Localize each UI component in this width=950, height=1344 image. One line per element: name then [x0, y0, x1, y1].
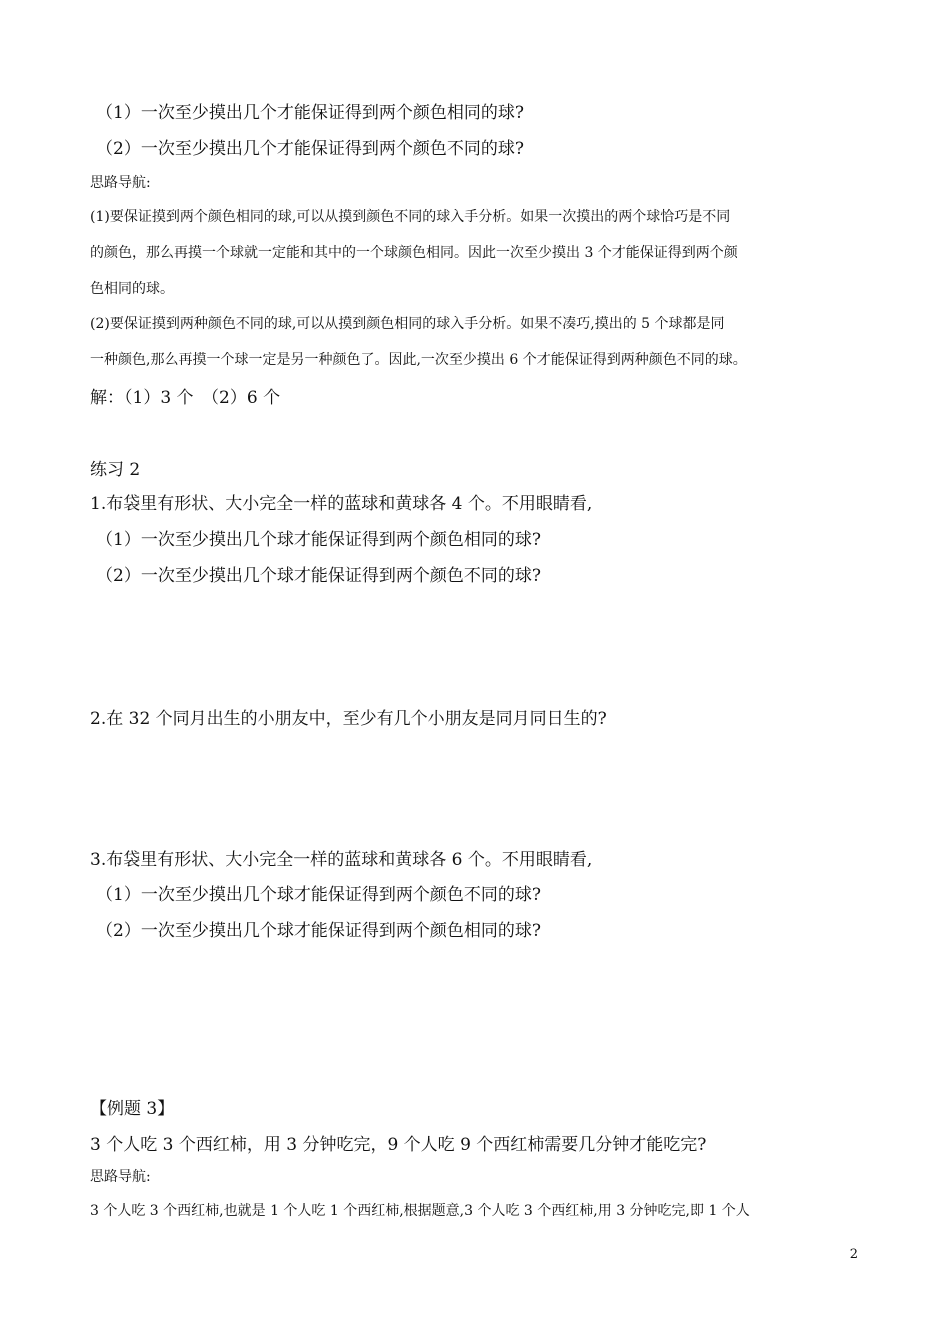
sec1-question-2: （2）一次至少摸出几个才能保证得到两个颜色不同的球?	[96, 139, 524, 159]
practice2-problem-1-q2: （2）一次至少摸出几个球才能保证得到两个颜色不同的球?	[96, 566, 541, 586]
sec1-hint2-line2: 一种颜色,那么再摸一个球一定是另一种颜色了。因此,一次至少摸出 6 个才能保证得到两种颜色不同的球。	[90, 352, 747, 368]
sec1-question-1: （1）一次至少摸出几个才能保证得到两个颜色相同的球?	[96, 103, 524, 123]
sec1-hint1-line3: 色相同的球。	[90, 281, 174, 297]
practice2-problem-2: 2.在 32 个同月出生的小朋友中，至少有几个小朋友是同月同日生的?	[90, 709, 607, 729]
sec1-hint1-line1: (1)要保证摸到两个颜色相同的球,可以从摸到颜色不同的球入手分析。如果一次摸出的两个球恰巧是不同	[90, 209, 731, 225]
example3-hint-line1: 3 个人吃 3 个西红柿,也就是 1 个人吃 1 个西红柿,根据题意,3 个人吃 3 个西红柿,用 3 分钟吃完,即 1 个人	[90, 1203, 750, 1219]
example3-title: 【例题 3】	[90, 1099, 175, 1119]
practice2-problem-3-q2: （2）一次至少摸出几个球才能保证得到两个颜色相同的球?	[96, 921, 541, 941]
practice2-problem-1-q1: （1）一次至少摸出几个球才能保证得到两个颜色相同的球?	[96, 530, 541, 550]
sec1-hint-label: 思路导航:	[90, 175, 151, 191]
sec1-hint1-line2: 的颜色，那么再摸一个球就一定能和其中的一个球颜色相同。因此一次至少摸出 3 个才能保证得到两个颜	[90, 245, 738, 261]
example3-hint-label: 思路导航:	[90, 1169, 151, 1185]
page-number: 2	[849, 1247, 858, 1262]
practice2-problem-1: 1.布袋里有形状、大小完全一样的蓝球和黄球各 4 个。不用眼睛看,	[90, 494, 593, 514]
sec1-hint2-line1: (2)要保证摸到两种颜色不同的球,可以从摸到颜色相同的球入手分析。如果不凑巧,摸出的 5 个球都是同	[90, 316, 725, 332]
practice2-problem-3-q1: （1）一次至少摸出几个球才能保证得到两个颜色不同的球?	[96, 885, 541, 905]
practice2-title: 练习 2	[90, 460, 141, 480]
practice2-problem-3: 3.布袋里有形状、大小完全一样的蓝球和黄球各 6 个。不用眼睛看,	[90, 850, 593, 870]
sec1-answer: 解：（1）3 个 （2）6 个	[90, 388, 281, 408]
example3-question: 3 个人吃 3 个西红柿，用 3 分钟吃完，9 个人吃 9 个西红柿需要几分钟才能吃完?	[90, 1135, 707, 1155]
